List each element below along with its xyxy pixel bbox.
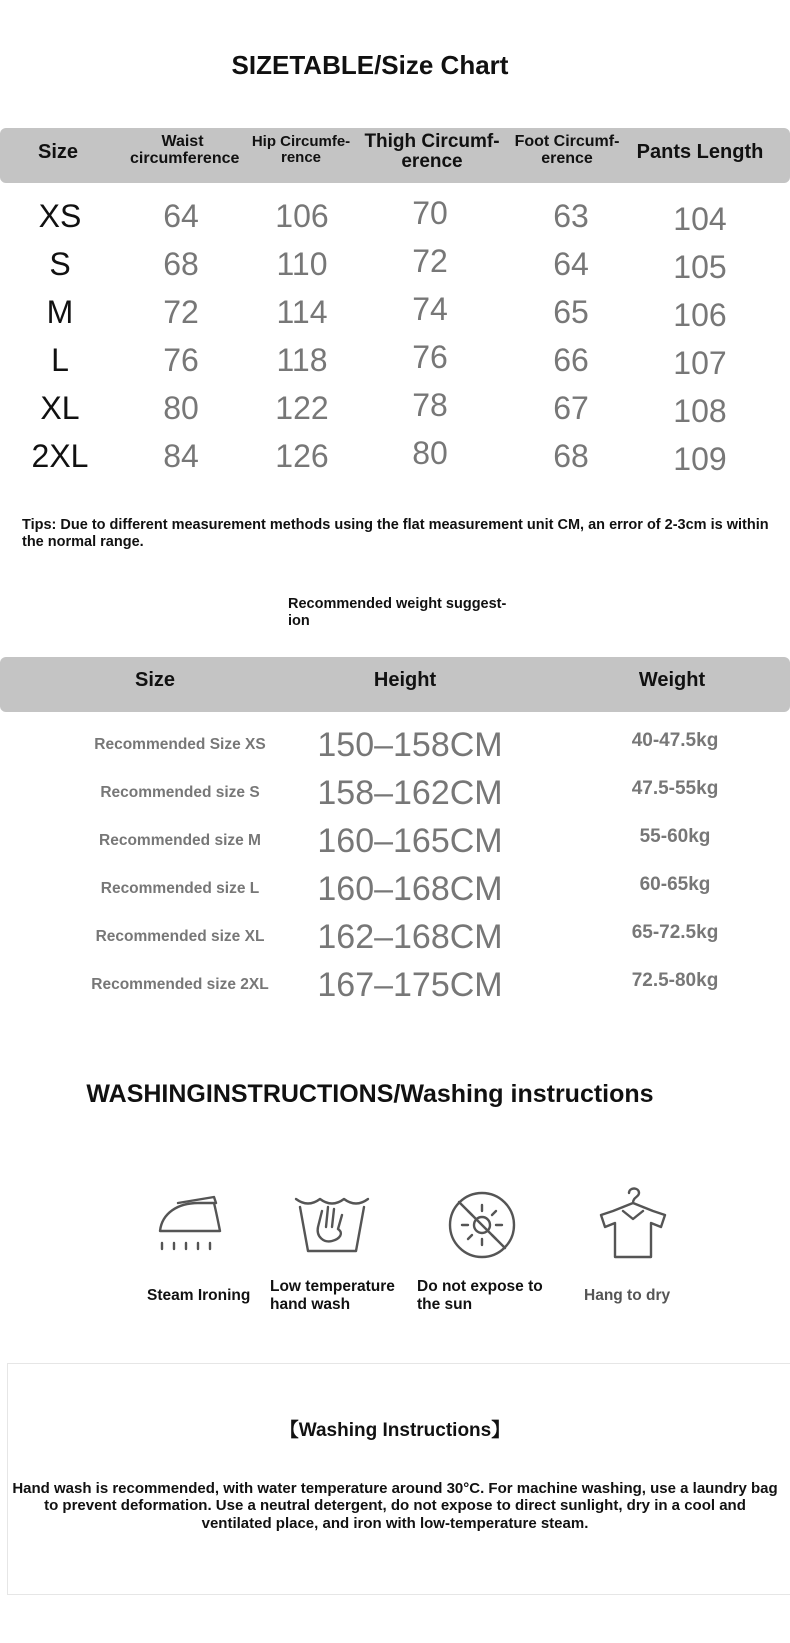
table-cell-height: 162–168CM [317,918,503,956]
table-cell-size: XS [38,198,82,234]
table-cell-waist: 68 [163,246,199,282]
table-cell-length: 109 [673,441,727,477]
hand-wash-label: Low temperature hand wash [270,1278,395,1313]
header-size: Size [37,141,79,163]
table-cell-hip: 110 [276,246,328,282]
table-cell-length: 105 [673,249,727,285]
table-cell-foot: 67 [553,390,589,426]
table-cell-length: 106 [673,297,727,333]
table-cell-size-label: Recommended size 2XL [91,976,269,993]
table-cell-size: S [49,246,71,282]
table-cell-thigh: 80 [412,435,448,471]
header-weight: Weight [638,669,706,691]
table-cell-weight: 55-60kg [639,826,711,847]
table-cell-size-label: Recommended Size XS [94,736,266,753]
table-cell-thigh: 76 [412,339,448,375]
table-cell-waist: 72 [163,294,199,330]
steam-ironing-label: Steam Ironing [147,1287,251,1304]
table-cell-weight: 72.5-80kg [631,970,719,991]
header-height: Height [373,669,437,691]
header-length: Pants Length [636,141,764,163]
header-hip: Hip Circumfe-rence [251,133,351,166]
table-cell-hip: 118 [276,342,328,378]
no-sun-label: Do not expose to the sun [417,1278,543,1313]
header-size: Size [134,669,176,691]
table-cell-size: 2XL [31,438,89,474]
hang-dry-label: Hang to dry [584,1287,671,1304]
table-cell-size-label: Recommended size L [100,880,260,897]
washing-title: WASHINGINSTRUCTIONS/Washing instructions [86,1080,654,1108]
table-cell-height: 167–175CM [317,966,503,1004]
table-cell-size: XL [40,390,80,426]
table-cell-hip: 106 [275,198,329,234]
table-cell-length: 107 [673,345,727,381]
table-cell-weight: 40-47.5kg [631,730,719,751]
table-cell-weight: 65-72.5kg [631,922,719,943]
table-cell-foot: 63 [553,198,589,234]
hand-wash-icon [292,1185,372,1265]
no-sun-icon [442,1185,522,1265]
header-thigh: Thigh Circumf-erence [364,131,500,172]
table-cell-size-label: Recommended size M [99,832,261,849]
header-foot: Foot Circumf-erence [514,133,620,167]
washing-box-title: 【Washing Instructions】 [279,1420,511,1441]
table-cell-foot: 68 [553,438,589,474]
table-cell-hip: 122 [275,390,329,426]
table-cell-thigh: 78 [412,387,448,423]
table-cell-length: 108 [673,393,727,429]
table-cell-height: 158–162CM [317,774,503,812]
washing-instructions-box [7,1363,790,1595]
table-cell-size-label: Recommended size XL [95,928,265,945]
table-cell-size: L [51,342,69,378]
weight-table-title: Recommended weight suggest-ion [288,596,507,630]
table-cell-thigh: 74 [412,291,448,327]
header-waist: Waist circumference [130,133,240,167]
table-cell-height: 160–168CM [317,870,503,908]
table-cell-thigh: 70 [412,195,448,231]
hang-dry-icon [593,1185,673,1265]
table-cell-hip: 114 [276,294,328,330]
table-cell-hip: 126 [275,438,329,474]
table-cell-length: 104 [673,201,727,237]
table-cell-waist: 76 [163,342,199,378]
size-chart-title: SIZETABLE/Size Chart [231,50,509,80]
table-cell-waist: 64 [163,198,199,234]
table-cell-waist: 84 [163,438,199,474]
table-cell-foot: 66 [553,342,589,378]
washing-box-text: Hand wash is recommended, with water temperature around 30°C. For machine washing, use a laundry bag to prevent deformation. Use a neutral detergent, do not expose to direct sunlight, dry in a cool and ventilated place, and iron with low-temperature steam. [12,1480,778,1532]
table-cell-size: M [46,294,74,330]
table-cell-height: 160–165CM [317,822,503,860]
table-cell-thigh: 72 [412,243,448,279]
table-cell-size-label: Recommended size S [100,784,260,801]
table-cell-weight: 60-65kg [639,874,711,895]
table-cell-height: 150–158CM [317,726,503,764]
table-cell-weight: 47.5-55kg [631,778,719,799]
table-cell-waist: 80 [163,390,199,426]
measurement-tips: Tips: Due to different measurement methods using the flat measurement unit CM, an error of 2-3cm is within the normal range. [22,517,769,551]
steam-iron-icon [152,1185,232,1265]
table-cell-foot: 65 [553,294,589,330]
table-cell-foot: 64 [553,246,589,282]
